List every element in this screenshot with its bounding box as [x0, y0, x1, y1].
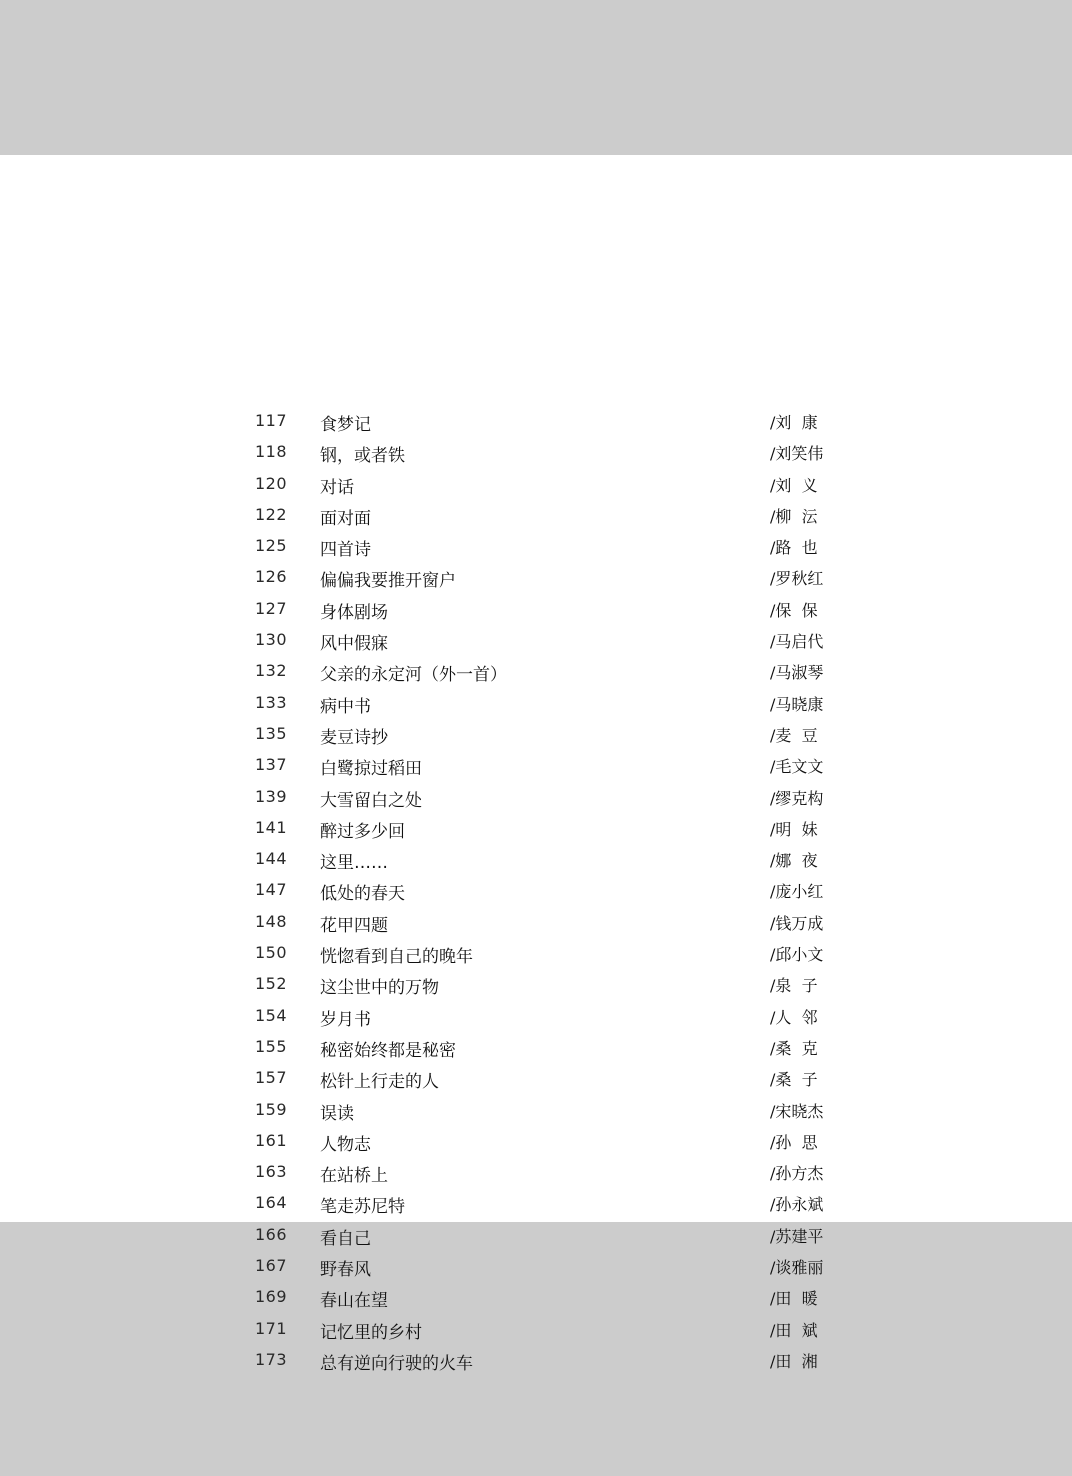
- toc-author: /田 暖: [770, 1289, 818, 1309]
- toc-author: /苏建平: [770, 1226, 824, 1246]
- toc-entry: [0, 1000, 1072, 1031]
- toc-title: 身体剧场: [320, 602, 388, 623]
- toc-entry: [0, 1094, 1072, 1125]
- toc-page-number: 152: [255, 974, 288, 994]
- toc-title: 这尘世中的万物: [320, 978, 439, 999]
- toc-entry: [0, 968, 1072, 999]
- toc-entry: [0, 843, 1072, 874]
- toc-page-number: 126: [255, 567, 288, 587]
- toc-title: 钢，或者铁: [320, 446, 405, 467]
- toc-entry: [0, 593, 1072, 624]
- toc-author: /明 妹: [770, 819, 818, 839]
- toc-author: /娜 夜: [770, 851, 818, 871]
- toc-author: /保 保: [770, 600, 818, 620]
- toc-title: 醉过多少回: [320, 821, 405, 842]
- toc-author: /马淑琴: [770, 663, 824, 683]
- toc-page-number: 144: [255, 849, 288, 869]
- toc-page-number: 150: [255, 943, 288, 963]
- toc-author: /田 斌: [770, 1320, 818, 1340]
- toc-author: /罗秋红: [770, 569, 824, 589]
- toc-title: 风中假寐: [320, 634, 388, 655]
- toc-page-number: 147: [255, 880, 288, 900]
- toc-entry: [0, 1281, 1072, 1312]
- toc-title: 恍惚看到自己的晚年: [320, 947, 473, 968]
- toc-page-number: 117: [255, 411, 288, 430]
- toc-entry: [0, 624, 1072, 655]
- toc-author: /人 邻: [770, 1007, 818, 1027]
- toc-entry: [0, 436, 1072, 467]
- toc-entry: [0, 1125, 1072, 1156]
- toc-title: 白鹭掠过稻田: [320, 759, 422, 780]
- toc-page-number: 173: [255, 1349, 288, 1369]
- toc-page-number: 132: [255, 661, 288, 681]
- toc-page-number: 125: [255, 536, 288, 556]
- toc-title: 总有逆向行驶的火车: [320, 1353, 473, 1374]
- toc-title: 笔走苏尼特: [320, 1197, 405, 1218]
- toc-title: 花甲四题: [320, 915, 388, 936]
- toc-page-number: 164: [255, 1193, 288, 1213]
- toc-page-number: 127: [255, 598, 288, 618]
- toc-entry: [0, 499, 1072, 530]
- toc-entry: [0, 1031, 1072, 1062]
- toc-title: 看自己: [320, 1228, 371, 1249]
- toc-author: /孙方杰: [770, 1164, 824, 1184]
- toc-page-number: 155: [255, 1036, 288, 1056]
- toc-entry: [0, 718, 1072, 749]
- toc-page-number: 148: [255, 911, 288, 931]
- table-of-contents: [0, 405, 1072, 1375]
- toc-page-number: 130: [255, 630, 288, 650]
- toc-entry: [0, 874, 1072, 905]
- toc-author: /桑 克: [770, 1038, 818, 1058]
- toc-title: 误读: [320, 1103, 354, 1124]
- toc-entry: [0, 1156, 1072, 1187]
- toc-title: 病中书: [320, 696, 371, 717]
- toc-author: /毛文文: [770, 757, 824, 777]
- toc-page-number: 133: [255, 692, 288, 712]
- toc-title: 岁月书: [320, 1009, 371, 1030]
- toc-author: /泉 子: [770, 976, 818, 996]
- toc-entry: [0, 906, 1072, 937]
- toc-page-number: 154: [255, 1005, 288, 1025]
- toc-author: /刘 义: [770, 475, 818, 495]
- toc-author: /宋晓杰: [770, 1101, 824, 1121]
- toc-title: 春山在望: [320, 1291, 388, 1312]
- toc-entry: [0, 405, 1072, 436]
- toc-page-number: 163: [255, 1162, 288, 1182]
- toc-title: 野春风: [320, 1260, 371, 1281]
- toc-page-number: 118: [255, 442, 288, 462]
- toc-page-number: 135: [255, 723, 288, 743]
- top-gray-band: [0, 0, 1072, 155]
- toc-author: /孙 思: [770, 1132, 818, 1152]
- toc-page-number: 137: [255, 755, 288, 775]
- toc-entry: [0, 749, 1072, 780]
- toc-author: /田 湘: [770, 1351, 818, 1371]
- toc-author: /刘 康: [770, 413, 818, 432]
- toc-page-number: 120: [255, 473, 288, 493]
- toc-page-number: 169: [255, 1287, 288, 1307]
- toc-author: /柳 沄: [770, 506, 818, 526]
- toc-entry: [0, 530, 1072, 561]
- toc-page-number: 139: [255, 786, 288, 806]
- toc-page-number: 167: [255, 1256, 288, 1276]
- toc-title: 人物志: [320, 1134, 371, 1155]
- toc-page-number: 161: [255, 1130, 288, 1150]
- toc-title: 面对面: [320, 508, 371, 529]
- toc-title: 低处的春天: [320, 884, 405, 905]
- toc-author: /桑 子: [770, 1070, 818, 1090]
- toc-title: 松针上行走的人: [320, 1072, 439, 1093]
- toc-author: /谈雅丽: [770, 1258, 824, 1278]
- toc-entry: [0, 1219, 1072, 1250]
- toc-author: /邱小文: [770, 945, 824, 965]
- toc-author: /缪克构: [770, 788, 824, 808]
- toc-entry: [0, 1344, 1072, 1375]
- toc-title: 大雪留白之处: [320, 790, 422, 811]
- toc-page-number: 159: [255, 1099, 288, 1119]
- toc-title: 食梦记: [320, 415, 371, 435]
- toc-title: 秘密始终都是秘密: [320, 1040, 456, 1061]
- toc-title: 记忆里的乡村: [320, 1322, 422, 1343]
- toc-author: /钱万成: [770, 913, 824, 933]
- toc-author: /马启代: [770, 632, 824, 652]
- toc-page-number: 122: [255, 504, 288, 524]
- toc-title: 偏偏我要推开窗户: [320, 571, 456, 592]
- toc-entry: [0, 781, 1072, 812]
- toc-entry: [0, 937, 1072, 968]
- toc-title: 父亲的永定河（外一首）: [320, 665, 507, 686]
- toc-author: /路 也: [770, 538, 818, 558]
- toc-entry: [0, 812, 1072, 843]
- toc-title: 四首诗: [320, 540, 371, 561]
- toc-page-number: 171: [255, 1318, 288, 1338]
- toc-entry: [0, 1062, 1072, 1093]
- toc-page-number: 141: [255, 817, 288, 837]
- toc-author: /刘笑伟: [770, 444, 824, 464]
- toc-title: 这里……: [320, 853, 388, 874]
- toc-entry: [0, 1250, 1072, 1281]
- toc-title: 麦豆诗抄: [320, 727, 388, 748]
- toc-author: /马晓康: [770, 694, 824, 714]
- toc-author: /麦 豆: [770, 725, 818, 745]
- toc-page-number: 157: [255, 1068, 288, 1088]
- toc-entry: [0, 655, 1072, 686]
- toc-title: 在站桥上: [320, 1166, 388, 1187]
- toc-title: 对话: [320, 477, 354, 498]
- toc-entry: [0, 468, 1072, 499]
- toc-author: /庞小红: [770, 882, 824, 902]
- toc-author: /孙永斌: [770, 1195, 824, 1215]
- toc-entry: [0, 687, 1072, 718]
- toc-entry: [0, 561, 1072, 592]
- toc-entry: [0, 1187, 1072, 1218]
- toc-page-number: 166: [255, 1224, 288, 1244]
- toc-entry: [0, 1313, 1072, 1344]
